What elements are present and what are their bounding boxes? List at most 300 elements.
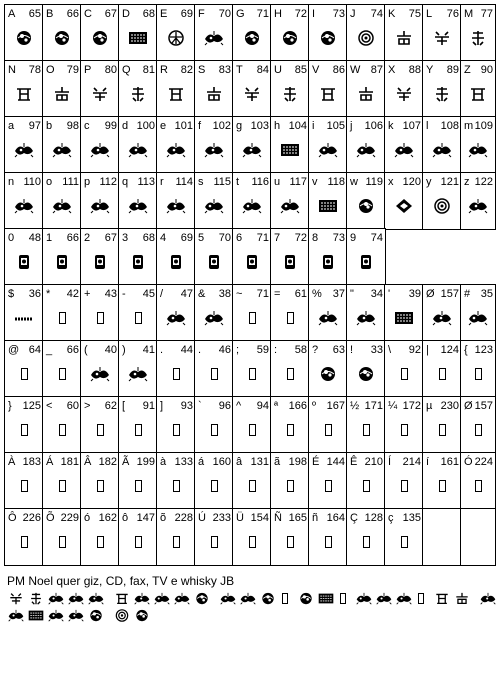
creature-glyph-icon [67, 592, 85, 605]
glyph-code: 107 [402, 120, 421, 132]
glyph-cell [384, 60, 424, 118]
glyph-character: f [198, 120, 202, 132]
glyph-cell [384, 284, 424, 342]
glyph-code: 199 [136, 456, 155, 468]
glyph-preview [195, 365, 233, 383]
glyph-cell [42, 508, 82, 566]
glyph-preview [195, 421, 233, 439]
glyph-code: 166 [288, 400, 307, 412]
glyph-character: Ê [350, 456, 358, 468]
glyph-code: 66 [66, 232, 79, 244]
glyph-preview [195, 85, 233, 103]
missing-glyph-box [59, 480, 66, 492]
glyph-preview [5, 365, 43, 383]
glyph-code: 61 [294, 288, 307, 300]
glyph-cell [346, 396, 386, 454]
glyph-code: 224 [474, 456, 493, 468]
glyph-cell [194, 172, 234, 230]
tag-glyph-icon [317, 254, 339, 270]
glyph-code: 46 [218, 344, 231, 356]
glyph-character: Ô [8, 512, 17, 524]
glyph-preview [347, 253, 385, 271]
missing-glyph-box [173, 424, 180, 436]
tag-glyph-icon [279, 254, 301, 270]
missing-glyph-box [211, 480, 218, 492]
glyph-cell [422, 452, 462, 510]
glyph-cell [42, 172, 82, 230]
missing-glyph-box [173, 536, 180, 548]
kanji-glyph-icon [317, 86, 339, 102]
glyph-preview [119, 253, 157, 271]
glyph-cell [270, 116, 310, 174]
creature-glyph-icon [165, 310, 187, 326]
glyph-character: ½ [350, 400, 360, 412]
missing-glyph-box [249, 424, 256, 436]
glyph-preview [347, 533, 385, 551]
glyph-code: 94 [256, 400, 269, 412]
glyph-code: 182 [98, 456, 117, 468]
glyph-cell [384, 172, 424, 230]
tag-glyph-icon [13, 254, 35, 270]
glyph-code: 226 [22, 512, 41, 524]
glyph-character: ª [274, 400, 279, 412]
glyph-cell [346, 340, 386, 398]
glyph-preview [385, 477, 423, 495]
glyph-cell [232, 60, 272, 118]
rect-glyph-icon [27, 609, 45, 622]
dash-glyph-icon [13, 310, 35, 326]
tag-glyph-icon [355, 254, 377, 270]
glyph-cell [270, 228, 310, 286]
blob-glyph-icon [355, 198, 377, 214]
creature-glyph-icon [203, 198, 225, 214]
rect-glyph-icon [393, 310, 415, 326]
glyph-preview [385, 365, 423, 383]
glyph-character: X [388, 64, 396, 76]
glyph-code: 60 [66, 400, 79, 412]
glyph-code: 85 [294, 64, 307, 76]
glyph-character: o [46, 176, 53, 188]
glyph-cell [384, 4, 424, 62]
creature-glyph-icon [89, 142, 111, 158]
glyph-character: Z [464, 64, 471, 76]
diamond-glyph-icon [393, 198, 415, 214]
glyph-preview [43, 365, 81, 383]
glyph-code: 74 [370, 8, 383, 20]
glyph-code: 33 [370, 344, 383, 356]
glyph-cell [270, 284, 310, 342]
blob-glyph-icon [13, 30, 35, 46]
glyph-character: + [84, 288, 91, 300]
glyph-code: 36 [28, 288, 41, 300]
glyph-cell [4, 228, 44, 286]
glyph-cell [422, 60, 462, 118]
glyph-preview [81, 365, 119, 383]
glyph-cell [4, 60, 44, 118]
glyph-preview [43, 533, 81, 551]
glyph-character: z [464, 176, 470, 188]
glyph-preview [81, 197, 119, 215]
glyph-cell [270, 508, 310, 566]
glyph-code: 133 [174, 456, 193, 468]
glyph-character: d [122, 120, 129, 132]
glyph-code: 165 [288, 512, 307, 524]
creature-glyph-icon [7, 609, 25, 622]
glyph-preview [347, 141, 385, 159]
glyph-preview [43, 253, 81, 271]
glyph-code: 90 [480, 64, 493, 76]
creature-glyph-icon [165, 142, 187, 158]
glyph-cell [156, 340, 196, 398]
glyph-code: 112 [99, 176, 117, 188]
spiral-glyph-icon [355, 30, 377, 46]
glyph-character: n [8, 176, 15, 188]
glyph-character: $ [8, 288, 15, 300]
glyph-code: 69 [180, 8, 193, 20]
glyph-preview [233, 85, 271, 103]
glyph-code: 37 [332, 288, 345, 300]
glyph-preview [119, 197, 157, 215]
glyph-code: 43 [104, 288, 117, 300]
glyph-character: s [198, 176, 204, 188]
glyph-cell [80, 172, 120, 230]
glyph-character: 0 [8, 232, 15, 244]
glyph-character: x [388, 176, 394, 188]
glyph-cell [346, 4, 386, 62]
glyph-character: Ç [350, 512, 358, 524]
glyph-preview [233, 29, 271, 47]
creature-glyph-icon [89, 366, 111, 382]
glyph-preview [5, 85, 43, 103]
glyph-cell [80, 508, 120, 566]
missing-glyph-box [59, 536, 66, 548]
glyph-preview [423, 309, 461, 327]
creature-glyph-icon [165, 198, 187, 214]
glyph-preview [309, 309, 347, 327]
creature-glyph-icon [127, 142, 149, 158]
glyph-cell [346, 116, 386, 174]
glyph-code: 106 [364, 120, 383, 132]
glyph-cell [80, 284, 120, 342]
glyph-code: 67 [104, 232, 117, 244]
glyph-preview [119, 365, 157, 383]
creature-glyph-icon [203, 142, 225, 158]
glyph-character: É [312, 456, 320, 468]
creature-glyph-icon [13, 198, 35, 214]
creature-glyph-icon [279, 198, 301, 214]
creature-glyph-icon [355, 310, 377, 326]
glyph-character: L [426, 8, 433, 20]
glyph-cell [460, 4, 496, 62]
glyph-preview [43, 477, 81, 495]
missing-glyph-box [59, 424, 66, 436]
kanji-glyph-icon [51, 86, 73, 102]
glyph-character: c [84, 120, 90, 132]
glyph-cell [118, 396, 158, 454]
kanji-glyph-icon [27, 592, 45, 605]
glyph-cell [118, 228, 158, 286]
glyph-cell [232, 228, 272, 286]
missing-glyph-box [401, 480, 408, 492]
missing-glyph-box [249, 368, 256, 380]
glyph-code: 71 [256, 232, 269, 244]
blob-glyph-icon [259, 592, 277, 605]
glyph-cell [156, 508, 196, 566]
glyph-cell [194, 396, 234, 454]
glyph-code: 87 [370, 64, 383, 76]
glyph-cell [118, 340, 158, 398]
tag-glyph-icon [127, 254, 149, 270]
glyph-code: 48 [28, 232, 41, 244]
glyph-character: K [388, 8, 396, 20]
glyph-code: 157 [474, 400, 493, 412]
missing-glyph-box [287, 480, 294, 492]
glyph-code: 74 [370, 232, 383, 244]
glyph-code: 44 [180, 344, 193, 356]
glyph-preview [195, 253, 233, 271]
glyph-cell [460, 452, 496, 510]
glyph-character: @ [8, 344, 20, 356]
kanji-glyph-icon [13, 86, 35, 102]
glyph-code: 73 [332, 8, 345, 20]
creature-glyph-icon [89, 198, 111, 214]
missing-glyph-box [249, 312, 256, 324]
glyph-code: 230 [440, 400, 459, 412]
glyph-preview [5, 253, 43, 271]
glyph-preview [5, 309, 43, 327]
glyph-code: 75 [408, 8, 421, 20]
glyph-code: 68 [142, 8, 155, 20]
glyph-cell [194, 4, 234, 62]
glyph-preview [423, 421, 461, 439]
glyph-character: / [160, 288, 164, 300]
glyph-character: i [312, 120, 315, 132]
glyph-cell [42, 284, 82, 342]
missing-glyph-box [439, 424, 446, 436]
glyph-preview [195, 309, 233, 327]
glyph-character: | [426, 344, 429, 356]
creature-glyph-icon [467, 142, 489, 158]
glyph-character: J [350, 8, 356, 20]
glyph-code: 119 [365, 176, 383, 188]
glyph-preview [119, 533, 157, 551]
glyph-code: 157 [440, 288, 459, 300]
glyph-preview [233, 309, 271, 327]
glyph-preview [157, 365, 195, 383]
creature-glyph-icon [375, 592, 393, 605]
glyph-character: U [274, 64, 282, 76]
glyph-character: & [198, 288, 206, 300]
glyph-code: 164 [326, 512, 345, 524]
glyph-character: C [84, 8, 92, 20]
missing-glyph-box [475, 424, 482, 436]
missing-glyph-box [325, 480, 332, 492]
glyph-preview [157, 309, 195, 327]
glyph-code: 70 [218, 232, 231, 244]
glyph-character: ( [84, 344, 88, 356]
creature-glyph-icon [203, 310, 225, 326]
glyph-code: 105 [326, 120, 345, 132]
missing-glyph-box [287, 312, 294, 324]
creature-glyph-icon [241, 198, 263, 214]
glyph-preview [309, 365, 347, 383]
glyph-character: 6 [236, 232, 243, 244]
glyph-cell [422, 4, 462, 62]
glyph-preview [119, 477, 157, 495]
glyph-code: 72 [294, 8, 307, 20]
glyph-preview [309, 85, 347, 103]
glyph-code: 76 [446, 8, 459, 20]
glyph-character: R [160, 64, 168, 76]
glyph-code: 118 [327, 176, 345, 188]
glyph-character: À [8, 456, 16, 468]
glyph-cell [42, 452, 82, 510]
missing-glyph-box [97, 424, 104, 436]
glyph-code: 117 [289, 176, 307, 188]
glyph-character: # [464, 288, 471, 300]
glyph-preview [157, 477, 195, 495]
glyph-code: 79 [66, 64, 79, 76]
missing-glyph-box [439, 480, 446, 492]
glyph-code: 116 [251, 176, 269, 188]
glyph-character: = [274, 288, 281, 300]
glyph-preview [195, 29, 233, 47]
missing-glyph-box [135, 424, 142, 436]
glyph-character: h [274, 120, 281, 132]
missing-glyph-box [282, 593, 288, 604]
glyph-preview [157, 421, 195, 439]
glyph-code: 102 [212, 120, 231, 132]
creature-glyph-icon [431, 310, 453, 326]
creature-glyph-icon [393, 142, 415, 158]
glyph-code: 81 [142, 64, 155, 76]
glyph-cell [422, 172, 462, 230]
kanji-glyph-icon [113, 592, 131, 605]
glyph-character: " [350, 288, 354, 300]
missing-glyph-box [59, 312, 66, 324]
glyph-cell [346, 60, 386, 118]
glyph-cell [422, 340, 462, 398]
sample-glyph-line-1 [7, 590, 499, 607]
glyph-preview [5, 421, 43, 439]
glyph-cell [232, 4, 272, 62]
glyph-code: 64 [28, 344, 41, 356]
glyph-cell [384, 340, 424, 398]
glyph-preview [423, 29, 461, 47]
glyph-character: í [426, 456, 430, 468]
glyph-cell [156, 228, 196, 286]
glyph-code: 41 [142, 344, 155, 356]
glyph-preview [233, 197, 271, 215]
glyph-preview [423, 477, 461, 495]
rect-glyph-icon [317, 592, 335, 605]
glyph-preview [271, 421, 309, 439]
glyph-cell [232, 172, 272, 230]
tag-glyph-icon [241, 254, 263, 270]
glyph-character: [ [122, 400, 126, 412]
glyph-preview [233, 253, 271, 271]
glyph-cell [156, 60, 196, 118]
missing-glyph-box [340, 593, 346, 604]
blob-glyph-icon [297, 592, 315, 605]
glyph-preview [309, 533, 347, 551]
glyph-code: 96 [218, 400, 231, 412]
glyph-code: 40 [104, 344, 117, 356]
blob-glyph-icon [133, 609, 151, 622]
glyph-character: ç [388, 512, 394, 524]
blob-glyph-icon [87, 609, 105, 622]
creature-glyph-icon [467, 310, 489, 326]
glyph-cell [4, 116, 44, 174]
glyph-code: 70 [218, 8, 231, 20]
glyph-cell [80, 116, 120, 174]
glyph-character: V [312, 64, 320, 76]
glyph-character: Í [388, 456, 392, 468]
glyph-preview [309, 197, 347, 215]
glyph-preview [5, 533, 43, 551]
glyph-code: 233 [212, 512, 231, 524]
creature-glyph-icon [133, 592, 151, 605]
creature-glyph-icon [479, 592, 497, 605]
glyph-cell [460, 396, 496, 454]
glyph-cell [270, 60, 310, 118]
glyph-preview [347, 421, 385, 439]
glyph-preview [347, 29, 385, 47]
glyph-character: j [350, 120, 353, 132]
glyph-preview [385, 29, 423, 47]
glyph-preview [233, 533, 271, 551]
rect-glyph-icon [317, 198, 339, 214]
creature-glyph-icon [317, 310, 339, 326]
glyph-character: { [464, 344, 468, 356]
glyph-preview [385, 85, 423, 103]
creature-glyph-icon [127, 198, 149, 214]
glyph-code: 39 [408, 288, 421, 300]
creature-glyph-icon [219, 592, 237, 605]
glyph-preview [385, 197, 423, 215]
glyph-character: Ã [122, 456, 130, 468]
glyph-preview [347, 85, 385, 103]
glyph-preview [423, 85, 461, 103]
glyph-cell [42, 340, 82, 398]
glyph-cell [270, 396, 310, 454]
kanji-glyph-icon [241, 86, 263, 102]
glyph-code: 72 [294, 232, 307, 244]
glyph-character: S [198, 64, 206, 76]
glyph-cell [42, 4, 82, 62]
sample-glyph-lines [7, 590, 499, 624]
glyph-code: 154 [250, 512, 269, 524]
glyph-character: - [122, 288, 126, 300]
glyph-character: B [46, 8, 54, 20]
circle-glyph-icon [165, 30, 187, 46]
glyph-code: 162 [98, 512, 117, 524]
glyph-cell [308, 228, 348, 286]
missing-glyph-box [418, 593, 424, 604]
kanji-glyph-icon [431, 86, 453, 102]
glyph-character: O [46, 64, 55, 76]
glyph-character: q [122, 176, 129, 188]
glyph-code: 123 [474, 344, 493, 356]
glyph-code: 114 [175, 176, 193, 188]
missing-glyph-box [21, 480, 28, 492]
glyph-character: 3 [122, 232, 129, 244]
glyph-cell [308, 452, 348, 510]
glyph-character: õ [160, 512, 167, 524]
kanji-glyph-icon [355, 86, 377, 102]
glyph-cell [80, 228, 120, 286]
kanji-glyph-icon [127, 86, 149, 102]
